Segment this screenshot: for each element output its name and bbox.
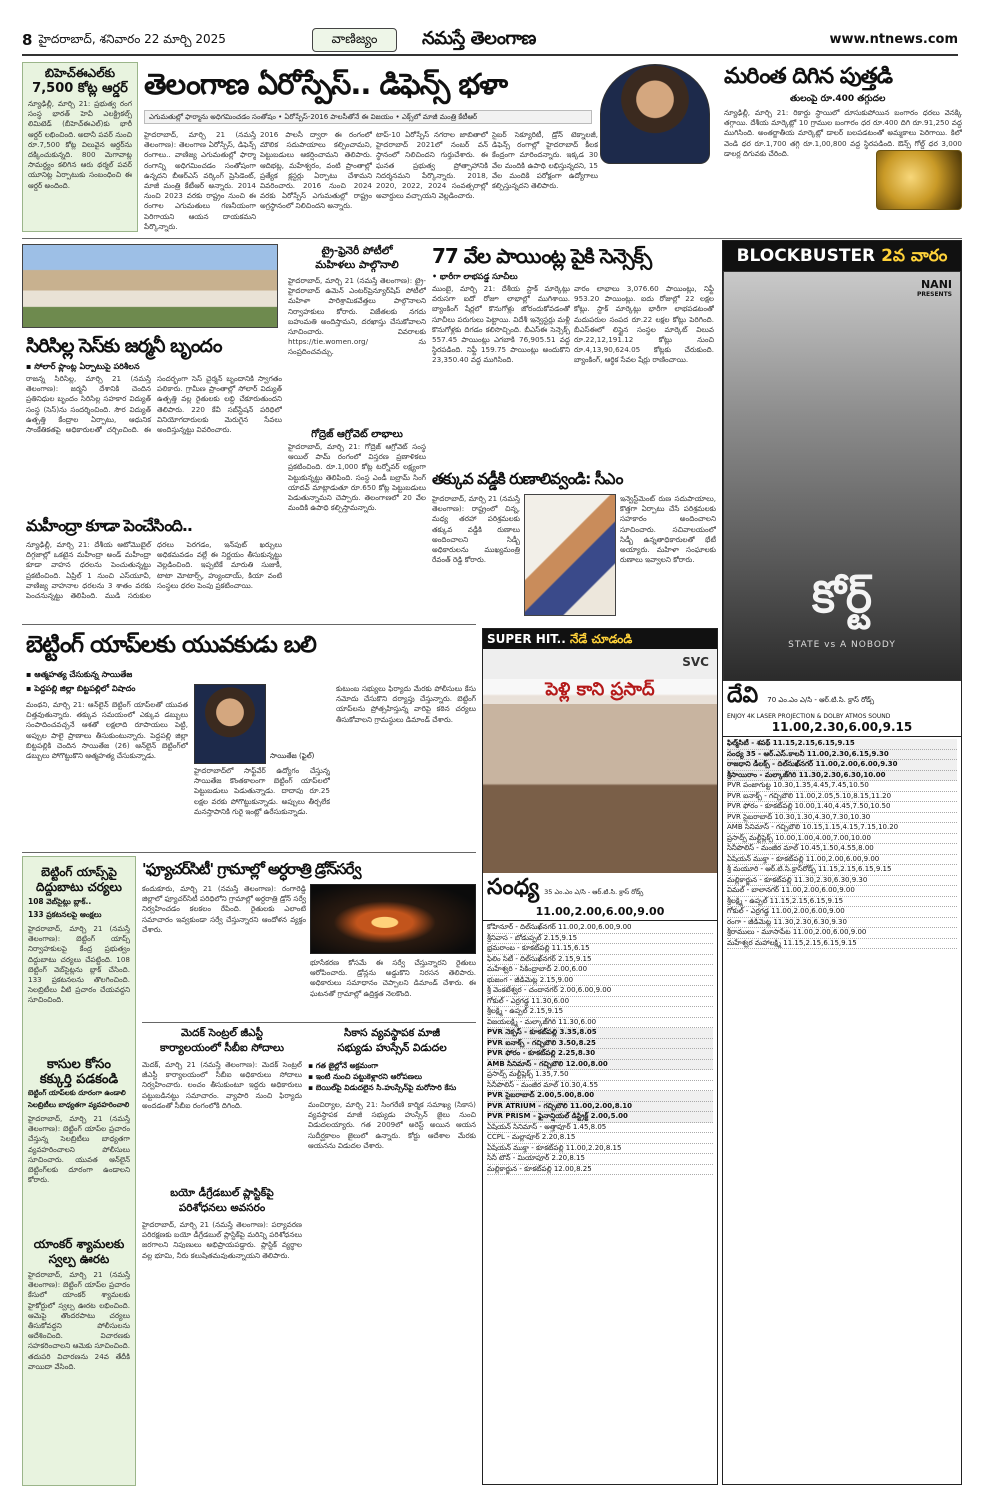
betting-headline: బెట్టింగ్ యాప్‌లకు యువకుడు బలి: [26, 632, 316, 658]
pelli-listing-row: భ్రమరాంబ - కూకట్‌పల్లి 11.15,6.15: [487, 944, 713, 955]
cm-meeting-photo: [524, 494, 616, 616]
court-listing-row: మహేశ్వర మహాలక్ష్మి 11.15,2.15,6.15,9.15: [727, 939, 957, 950]
pelli-listing-row: PVR ఫోరం - కూకట్‌పల్లి 2.25,8.30: [487, 1049, 713, 1060]
godrej-body: హైదరాబాద్, మార్చి 21: గోద్రెజ్ ఆగ్రోవెట్ సంస్థ ఆయిల్ పామ్ రంగంలో విస్తరణ ప్రణాళికలు ప్రకటించింది. రూ.1,000 కోట్ల టర్నోవర్ లక్ష్యంగా పెట్టుకున్నట్టు తెలిపింది. సంస్థ ఎండీ బల్రామ్ సింగ్ యాదవ్ మాట్లాడుతూ రూ.650 కోట్ల పెట్టుబడులు పెడుతున్నామని చెప్పారు. తెలంగాణలో 20 వేల మందికి ఉపాధి కల్పిస్తామన్నారు.: [288, 442, 426, 513]
sikasa-deck2-text: ఇంటి నుంచి పట్టుకెళ్లారని ఆరోపణలు: [315, 1072, 422, 1081]
pelli-listing-row: PVR ATRIUM - గచ్చిబౌలి 11.00,2.00,8.10: [487, 1102, 713, 1113]
gold-headline: మరింత దిగిన పుత్తడి: [724, 64, 893, 89]
ad-court-poster: [723, 271, 961, 681]
masthead: [22, 26, 958, 56]
pelli-listing-row: భుజంగ - జీడిమెట్ల 2.15,9.00: [487, 976, 713, 987]
sidebar-anchor-head1: యాంకర్ శ్యామలకు: [33, 1237, 125, 1251]
ad-court-brand-name: NANI: [920, 278, 952, 291]
court-listing-row: ఫిల్మ్‌సిటీ - శపథ్ 11.15,2.15,6.15,9.15: [727, 739, 957, 750]
gold-jewellery-image: [876, 150, 962, 210]
court-listing-row: ఏషియన్ ముక్తా - కూకట్‌పల్లి 11.00,2.00,6.00,9.00: [727, 855, 957, 866]
website-link[interactable]: www.ntnews.com: [829, 32, 958, 47]
sikasa-decks: [308, 1060, 476, 1093]
court-listing-row: PVR సైబరాబాద్ 10.30,1.30,4.30,7.30,10.30: [727, 813, 957, 824]
cm-body-col1: హైదరాబాద్, మార్చి 21 (నమస్తే తెలంగాణ): రాష్ట్రంలో చిన్న, మధ్య తరహా పరిశ్రమలకు తక్కువ వడ్డీకి రుణాలు అందించాలని సిడ్బీ అధికారులను ముఖ్యమంత్రి రేవంత్ రెడ్డి కోరారు.: [432, 494, 520, 565]
sensex-body-col1: ముంబై, మార్చి 21: దేశీయ స్టాక్ మార్కెట్లు వరుసగా ఐదో రోజూ లాభాల్లో ముగిశాయి. బ్యాంకింగ్ షేర్లలో కొనుగోళ్లు జోరందుకోవడంతో సూచీలు పరుగులు పెట్టాయి. విదేశీ ఇన్వెస్టర్లు మళ్లీ కొనుగోళ్లకు దిగడం కలిసొచ్చింది. బీఎస్ఈ సెన్సెక్స్ 557.45 పాయింట్లు ఎగబాకి 76,905.51 వద్ద స్థిరపడింది. నిఫ్టీ 159.75 పాయింట్లు అందుకొని 23,350.40 వద్ద ముగిసింది.: [432, 284, 570, 365]
pelli-listing-row: శ్రీనివాస - బోడుప్పల్ 2.15,9.15: [487, 934, 713, 945]
sikasa-deck3-text: బెయిల్‌పై విడుదలైన సి.హుస్సేన్‌పై మరోసారి కేసు: [315, 1083, 457, 1092]
ad-pelli-title: పెళ్లి కాని ప్రసాద్: [483, 679, 717, 704]
pelli-listing-row: సినీ టౌన్ - మియాపూర్ 2.20,8.15: [487, 1154, 713, 1165]
sensex-deck-text: భారీగా లాభపడ్డ సూచీలు: [439, 272, 518, 281]
pelli-listing-row: శ్రీలక్ష్మి - ఉప్పల్ 2.15,9.15: [487, 1007, 713, 1018]
ad-court-banner-text: BLOCKBUSTER: [736, 246, 876, 266]
pelli-listing-row: గోకుల్ - ఎర్రగడ్డ 11.30,6.00: [487, 997, 713, 1008]
court-listing-row: సినీపొలిస్ - మంజీర మాల్ 10.45,1.50,4.55,8.00: [727, 844, 957, 855]
pelli-listing-row: PVR ఐనాక్స్ - గచ్చిబౌలి 3.50,8.25: [487, 1039, 713, 1050]
ad-court: [722, 240, 962, 1485]
pelli-listing-row: మల్లికార్జున - కూకట్‌పల్లి 12.00,8.25: [487, 1165, 713, 1176]
court-listing-row: PVR ఐనాక్స్ - గచ్చిబౌలి 11.00,2.05,5.10,8.15,11.20: [727, 792, 957, 803]
ad-pelli-showtimes: 11.00,2.00,6.00,9.00: [535, 905, 665, 918]
women-headline-line1: ట్రై-ఫ్రెనెరీ పోటీలో: [321, 245, 393, 257]
ad-pelli-poster: [483, 649, 717, 873]
pelli-listing-row: ప్రసాద్స్ మల్టీప్లెక్స్ 1.35,7.50: [487, 1070, 713, 1081]
ad-court-title: కోర్ట్: [811, 572, 873, 623]
betting-deck2-text: పెద్దపల్లి జిల్లా బిట్టపల్లిలో విషాదం: [34, 684, 136, 693]
sidebar-betting-deck2: 133 ప్రకటనలపై ఆంక్షలు: [28, 910, 102, 919]
ad-pelli: [482, 628, 718, 1485]
pelli-listing-row: ఏషియన్ ముక్తా - కూకట్‌పల్లి 11.00,2.20,8.15: [487, 1144, 713, 1155]
gold-subhead: తులంపై రూ.400 తగ్గుదల: [790, 94, 886, 104]
sidebar-kasula-body: హైదరాబాద్, మార్చి 21 (నమస్తే తెలంగాణ): బెట్టింగ్ యాప్‌ల ప్రచారం చేస్తున్న సెలబ్రిటీలు బాధ్యతగా వ్యవహరించాలని పోలీసులు సూచించారు. యువత ఆన్‌లైన్ బెట్టింగ్‌లకు దూరంగా ఉండాలని కోరారు.: [28, 1114, 130, 1185]
drone-body-col2: భూసేకరణ కోసమే ఈ సర్వే చేస్తున్నారని రైతులు ఆరోపించారు. డ్రోన్లను అడ్డుకొని నిరసన తెలిపారు. అధికారులు సమాధానం చెప్పాలని డిమాండ్ చేశారు. ఈ ఘటనతో గ్రామాల్లో ఉద్రిక్తత నెలకొంది.: [310, 958, 476, 998]
drone-photo: [310, 884, 476, 954]
court-listing-row: మల్లికార్జున - కూకట్‌పల్లి 11.30,2.30,6.30,9.30: [727, 876, 957, 887]
ad-pelli-venue: సంధ్య: [487, 875, 540, 900]
sikasa-deck2: ▪ ఇంటి నుంచి పట్టుకెళ్లారని ఆరోపణలు: [308, 1072, 422, 1081]
lead-body-col1: హైదరాబాద్, మార్చి 21 (నమస్తే తెలంగాణ): తెలంగాణ ఏరోస్పేస్, డిఫెన్స్ రంగాలు.. వాణిజ్య ఎగుమతుల్లో ఫార్మా రంగాన్ని అధిగమించడం సంతోషంగా ఉన్నదని బీఆర్ఎస్ వర్కింగ్ ప్రెసిడెంట్, మాజీ మంత్రి కేటీఆర్ అన్నారు. 2014 నుంచి 2023 వరకు రాష్ట్రం నుంచి ఈ రంగాల ఎగుమతులు గణనీయంగా పెరిగాయని ఆయన దాయకమని పేర్కొన్నారు.: [144, 130, 256, 231]
ad-court-venue-features: ENJOY 4K LASER PROJECTION & DOLBY ATMOS SOUND: [727, 713, 891, 720]
sidebar-kasula-deck2: సెలబ్రిటీలు బాధ్యతగా వ్యవహరించాలి: [28, 1101, 130, 1109]
sikasa-body: మంచిర్యాల, మార్చి 21: సింగరేణి కార్మిక సమాఖ్య (సికాస) వ్యవస్థాపక మాజీ సభ్యుడు హుస్సేన్ జైలు నుంచి విడుదలయ్యారు. గత 2009లో అరెస్ట్ అయిన ఆయన సుదీర్ఘకాలం జైలులో ఉన్నారు. కోర్టు ఆదేశాల మేరకు ఆయనను విడుదల చేశారు.: [308, 1100, 476, 1150]
court-listing-row: శ్రీసాయిరాం - మల్కాజ్‌గిరి 11.30,2.30,6.30,10.00: [727, 771, 957, 782]
sikasa-headline: [308, 1026, 476, 1056]
sircilla-headline: సిరిసిల్ల సెస్‌కు జర్మనీ బృందం: [26, 335, 222, 357]
sidebar-betting-body: హైదరాబాద్, మార్చి 21 (నమస్తే తెలంగాణ): బెట్టింగ్ యాప్స్ నిర్వాహకులపై కేంద్ర ప్రభుత్వం దిద్దుబాటు చర్యలు చేపట్టింది. 108 బెట్టింగ్ వెబ్‌సైట్లను బ్లాక్ చేసింది. 133 ప్రకటనలను తొలగించింది. సెలబ్రిటీలు వీటి ప్రచారం చేయవద్దని సూచించింది.: [28, 924, 130, 1005]
ad-court-venue-info: 70 ఎం.ఎం ఎ/సి - ఆర్.టి.సి. క్రాస్ రోడ్స్: [767, 696, 875, 704]
pelli-listing-row: PVR PRISM - ఫైనాన్షియల్ డిస్ట్రిక్ట్ 2.00,5.00: [487, 1112, 713, 1123]
sensex-body-col2: వారం లాభాలు 3,076.60 పాయింట్లు, నిఫ్టీ 953.20 పాయింట్లు. ఐదు రోజుల్లో 22 లక్షల కోట్లు. స్టాక్ మార్కెట్లు భారీగా లాభపడటంతో మదుపరుల సంపద రూ.22 లక్షల కోట్లు పెరిగింది. బీఎస్ఈలో లిస్టైన సంస్థల మార్కెట్ విలువ రూ.22,12,191.12 కోట్లు నుంచి రూ.4,13,90,624.05 కోట్లకు చేరుకుంది. బ్యాంకింగ్, ఆర్థిక సేవల షేర్లు రాణించాయి.: [574, 284, 714, 365]
ad-pelli-venue-block: [483, 873, 717, 921]
pelli-listing-row: సినీపొలిస్ - మంజీర మాల్ 10.30,4.55: [487, 1081, 713, 1092]
page-number: 8: [22, 31, 33, 49]
court-listing-row: శ్రీరాములు - మూసాపేట 11.00,2.00,6.00,9.00: [727, 928, 957, 939]
betting-deck1-text: ఆత్మహత్య చేసుకున్న సాయితేజ: [34, 670, 133, 679]
women-headline-line2: మహిళలు పాల్గొనాలి: [315, 259, 399, 271]
sensex-headline: 77 వేల పాయింట్ల పైకి సెన్సెక్స్: [432, 244, 652, 268]
sidebar-bhel-head2: 7,500 కోట్ల ఆర్డర్: [32, 81, 128, 96]
ad-court-tagline: STATE vs A NOBODY: [788, 640, 896, 650]
sikasa-deck1: ▪ గత జైల్లోనే అక్రమంగా: [308, 1061, 379, 1070]
dateline: హైదరాబాద్, శనివారం 22 మార్చి 2025: [38, 31, 226, 46]
pelli-listing-row: PVR సైబరాబాద్ 2.00,5.00,8.00: [487, 1091, 713, 1102]
sircilla-body: రాజన్న సిరిసిల్ల, మార్చి 21 (నమస్తే తెలంగాణ): జర్మనీ దేశానికి చెందిన ప్రతినిధుల బృందం సిరిసిల్ల సహకార విద్యుత్ సంస్థ (సెస్)ను సందర్శించింది. సౌర విద్యుత్ ఉత్పత్తి కేంద్రాల ఏర్పాటు, ఆధునిక సాంకేతికతపై అధికారులతో చర్చించింది. ఈ సందర్భంగా సెస్ చైర్మన్ బృందానికి స్వాగతం పలికారు. గ్రామీణ ప్రాంతాల్లో సోలార్ విద్యుత్ ఉత్పత్తి వల్ల రైతులకు లబ్ధి చేకూరుతుందని తెలిపారు. 220 కేవీ సబ్‌స్టేషన్ పరిధిలో వినియోగదారులకు మెరుగైన సేవలు అందిస్తున్నట్టు వివరించారు.: [26, 374, 282, 435]
ktr-photo: [600, 64, 710, 164]
ad-pelli-listings: [483, 921, 717, 1481]
lead-body-col3: టాప్-10 ఏరోస్పేస్ నగరాల జాబితాలో హైదరాబాద్ 2021లో నంబర్ వన్ స్థానంలో నిలిచిందని గుర్తుచేశారు. ఈ ఘనత ప్రభుత్వ ప్రోత్సాహానికి నిదర్శనమని పేర్కొన్నారు. 2018, 2020, 2022, 2024 సంవత్సరాల్లో అవార్డులు వచ్చాయని వెల్లడించారు.: [376, 130, 488, 201]
lead-headline: తెలంగాణ ఏరోస్పేస్.. డిఫెన్స్ భళా: [144, 67, 508, 101]
ad-pelli-banner-left: SUPER HIT..: [487, 632, 566, 646]
sensex-deck: • భారీగా లాభపడ్డ సూచీలు: [432, 272, 518, 281]
pelli-listing-row: మహేశ్వరి - సికింద్రాబాద్ 2.00,6.00: [487, 965, 713, 976]
court-listing-row: శ్రీ మయూరి - ఆర్.టి.సి.క్రాస్‌రోడ్స్ 11.15,2.15,6.15,9.15: [727, 865, 957, 876]
plastic-headline-line2: పరిశోధనలు అవసరం: [178, 1202, 266, 1214]
cm-headline: తక్కువ వడ్డీకి రుణాలివ్వండి: సీఎం: [432, 470, 623, 488]
ad-pelli-studio: SVC: [682, 655, 709, 669]
ad-court-listings: [723, 737, 961, 1477]
lead-body-col2: 2016 పాలసీ ద్వారా ఈ రంగంలో మౌలిక సదుపాయాలు కల్పించామని, పెట్టుబడులు ఆకర్షించామని తెలిపారు. ఆదిభట్ల, మహేశ్వరం, వంటి ప్రాంతాల్లో ప్రత్యేక క్లస్టర్లు ఏర్పాటు చేశామని వివరించారు. 2016 నుంచి 2024 వరకు ఏరోస్పేస్ ఎగుమతుల్లో రాష్ట్రం అగ్రస్థానంలో నిలిచిందని అన్నారు.: [260, 130, 372, 211]
pelli-listing-row: AMB సినిమాస్ - గచ్చిబౌలి 12.00,8.00: [487, 1060, 713, 1071]
women-headline: [288, 244, 426, 272]
ad-court-venue-block: [723, 681, 961, 737]
ad-court-showtimes: 11.00,2.30,6.00,9.15: [771, 720, 913, 734]
ad-pelli-banner-mid: నేడే చూడండి: [569, 632, 633, 646]
ad-pelli-banner: [483, 629, 717, 649]
sikasa-headline-line2: సభ్యుడు హుస్సేన్ విడుదల: [337, 1042, 447, 1054]
mahindra-body: న్యూఢిల్లీ, మార్చి 21: దేశీయ ఆటోమొబైల్ దిగ్గజాల్లో ఒకటైన మహీంద్రా అండ్ మహీంద్రా కూడా వాహన ధరలను పెంచుతున్నట్టు ప్రకటించింది. ఏప్రిల్ 1 నుంచి ఎస్‌యూవీ, వాణిజ్య వాహనాల ధరలను 3 శాతం వరకు పెంచనున్నట్టు తెలిపింది. ముడి సరుకుల ధరలు పెరగడం, ఇన్‌పుట్ ఖర్చులు అధికమవడం వల్లే ఈ నిర్ణయం తీసుకున్నట్టు వెల్లడించింది. ఇప్పటికే మారుతి సుజుకీ, టాటా మోటార్స్, హ్యుందాయ్, కియా వంటి సంస్థలు ధరల పెంపు ప్రకటించాయి.: [26, 540, 282, 601]
sidebar-bhel-head1: బిహెచ్‌ఈఎల్‌కు: [44, 66, 116, 80]
sidebar-anchor-head2: స్వల్ప ఊరట: [48, 1252, 110, 1266]
court-listing-row: రంగా - జీడిమెట్ల 11.30,2.30,6.30,9.30: [727, 918, 957, 929]
sikasa-deck1-text: గత జైల్లోనే అక్రమంగా: [315, 1061, 379, 1070]
pelli-listing-row: కోహినూర్ - దిల్‌సుఖ్‌నగర్ 11.00,2.00,6.00,9.00: [487, 923, 713, 934]
ad-court-week: 2వ వారం: [881, 246, 948, 266]
mahindra-headline: మహీంద్రా కూడా పెంచేసింది..: [26, 516, 192, 535]
lead-deck: ఎగుమతుల్లో ఫార్మాను అధిగమించడం సంతోషం • ఏరోస్పేస్-2016 పాలసీతోనే ఈ విజయం • ఎక్స్‌లో మాజీ మంత్రి కేటీఆర్: [144, 110, 592, 124]
divider-top: [22, 238, 962, 239]
ad-pelli-venue-info: 35 ఎం.ఎం ఎ/సి - ఆర్.టి.సి. క్రాస్ రోడ్స్: [544, 888, 644, 896]
court-listing-row: సంధ్య 35 - ఆర్.ఎస్.కాలనీ 11.00,2.30,6.15,9.30: [727, 750, 957, 761]
court-listing-row: విమల్ - బాలానగర్ 11.00,2.00,6.00,9.00: [727, 886, 957, 897]
medak-headline-line1: మెదక్ సెంట్రల్ జీఎస్టీ: [180, 1027, 264, 1039]
pelli-listing-row: శ్రీ వెంకటేశ్వర - చందానగర్ 2.00,6.00,9.00: [487, 986, 713, 997]
germany-delegation-photo: [22, 244, 278, 328]
plastic-headline: [142, 1186, 302, 1216]
sidebar-kasula-head1: కాసుల కోసం: [47, 1057, 111, 1072]
gold-body: న్యూఢిల్లీ, మార్చి 21: రికార్డు స్థాయిలో దూసుకుపోయిన బంగారం ధరలు వెనక్కి తగ్గాయి. దేశీయ మార్కెట్లో 10 గ్రాముల బంగారం ధర రూ.400 దిగి రూ.91,250 వద్ద ముగిసింది. అంతర్జాతీయ మార్కెట్లో డాలర్ బలపడటంతో అమ్మకాలు పెరిగాయి. కిలో వెండి ధర రూ.1,700 తగ్గి రూ.1,00,800 వద్ద స్థిరపడింది. ఔన్స్ గోల్డ్ ధర 3,000 డాలర్ల దిగువకు చేరింది.: [724, 108, 962, 158]
court-listing-row: AMB సినిమాస్ - గచ్చిబౌలి 10.15,1.15,4.15,7.15,10.20: [727, 823, 957, 834]
sidebar-lower: [22, 856, 136, 1486]
betting-body-col2: హైదరాబాద్‌లో సాఫ్ట్‌వేర్ ఉద్యోగం చేస్తున్న సాయితేజ కొంతకాలంగా బెట్టింగ్ యాప్‌లలో పెట్టుబడులు పెడుతున్నాడు. దాదాపు రూ.25 లక్షల వరకు పోగొట్టుకున్నాడు. అప్పులు తీర్చలేక మనస్తాపానికి గురై ఇంట్లో ఉరేసుకున్నాడు.: [194, 766, 330, 816]
sidebar-betting-head1: బెట్టింగ్ యాప్స్‌పై: [41, 865, 117, 879]
women-body: హైదరాబాద్, మార్చి 21 (నమస్తే తెలంగాణ): ట్రై-హైదరాబాద్ ఉమెన్ ఎంటర్‌ప్రెన్యూర్‌షిప్ పోటీలో మహిళా పారిశ్రామికవేత్తలు పాల్గొనాలని నిర్వాహకులు కోరారు. విజేతలకు నగదు బహుమతి అందిస్తామని, దరఖాస్తు చేసుకోవాలని సూచించారు. వివరాలకు https://tie.women.org/ ను సంప్రదించవచ్చు.: [288, 276, 426, 357]
plastic-body: హైదరాబాద్, మార్చి 21 (నమస్తే తెలంగాణ): పర్యావరణ పరిరక్షణకు బయో డీగ్రేడబుల్ ప్లాస్టిక్‌పై మరిన్ని పరిశోధనలు జరగాలని నిపుణులు అభిప్రాయపడ్డారు. ప్లాస్టిక్ వ్యర్థాల వల్ల భూమి, నీరు కలుషితమవుతున్నాయని తెలిపారు.: [142, 1220, 302, 1260]
medak-body: మెదక్, మార్చి 21 (నమస్తే తెలంగాణ): మెదక్ సెంట్రల్ జీఎస్టీ కార్యాలయంలో సీబీఐ అధికారులు సోదాలు నిర్వహించారు. లంచం తీసుకుంటూ ఇద్దరు అధికారులు పట్టుబడినట్టు సమాచారం. వ్యాపారి నుంచి ఫిర్యాదు అందడంతో సీబీఐ రంగంలోకి దిగింది.: [142, 1060, 302, 1110]
ad-court-banner: [723, 241, 961, 271]
court-listing-row: ప్రసాద్స్ మల్టీప్లెక్స్ 10.00,1.00,4.00,7.00,10.00: [727, 834, 957, 845]
saiteja-photo: [194, 684, 266, 764]
ad-court-brand: [917, 278, 952, 298]
sircilla-deck-text: సోలార్ ప్లాంట్ల ఏర్పాటుపై పరిశీలన: [34, 362, 140, 371]
betting-deck1: ▪ ఆత్మహత్య చేసుకున్న సాయితేజ: [26, 670, 133, 679]
court-listing-row: గోకుల్ - ఎర్రగడ్డ 11.00,2.00,6.00,9.00: [727, 907, 957, 918]
pelli-listing-row: విజయలక్ష్మి - మల్కాజ్‌గిరి 11.30,6.00: [487, 1018, 713, 1029]
divider-lower: [22, 852, 476, 853]
ad-court-venue: దేవి: [727, 683, 759, 708]
court-listing-row: PVR పంజాగుట్ట 10.30,1.35,4.45,7.45,10.50: [727, 781, 957, 792]
lead-body-col4: సైబర్ సెక్యూరిటీ, డ్రోన్ టెక్నాలజీ, డిఫెన్స్ రంగాల్లో హైదరాబాద్ కీలక కేంద్రంగా మారిందన్నారు. ఇక్కడ 30 వేల మందికి ఉపాధి లభిస్తున్నదని, 15 వేల మందికి పరోక్షంగా ఉద్యోగాలు కల్పిస్తున్నదని తెలిపారు.: [492, 130, 598, 191]
pelli-listing-row: ఫిలిం సిటీ - దిల్‌సుఖ్‌నగర్ 2.15,9.15: [487, 955, 713, 966]
divider-mid: [22, 624, 476, 625]
betting-deck2: ▪ పెద్దపల్లి జిల్లా బిట్టపల్లిలో విషాదం: [26, 684, 136, 693]
betting-body-col1: మంథని, మార్చి 21: ఆన్‌లైన్ బెట్టింగ్ యాప్‌లతో యువత చిత్తవుతున్నారు. తక్కువ సమయంలో ఎక్కువ డబ్బులు సంపాదించవచ్చనే ఆశతో లక్షలాది రూపాయలు పెట్టి, అప్పుల పాలై ప్రాణాలు తీసుకుంటున్నారు. పెద్దపల్లి జిల్లా బిట్టపల్లికి చెందిన సాయితేజ (26) ఆన్‌లైన్ బెట్టింగ్‌లో డబ్బులు పోగొట్టుకొని ఆత్మహత్య చేసుకున్నాడు.: [26, 700, 188, 761]
court-listing-row: శ్రీలక్ష్మి - ఉప్పల్ 11.15,2.15,6.15,9.15: [727, 897, 957, 908]
saiteja-caption: సాయితేజ (ఫైల్): [270, 752, 315, 760]
medak-headline: [142, 1026, 302, 1056]
sidebar-betting-head2: దిద్దుబాటు చర్యలు: [36, 880, 122, 894]
paper-name: నమస్తే తెలంగాణ: [422, 28, 536, 49]
sircilla-deck: ▪ సోలార్ ప్లాంట్ల ఏర్పాటుపై పరిశీలన: [26, 362, 140, 371]
sikasa-headline-line1: సికాస వ్యవస్థాపక మాజీ: [343, 1027, 441, 1039]
betting-body-col3: కుటుంబ సభ్యులు ఫిర్యాదు మేరకు పోలీసులు కేసు నమోదు చేసుకొని దర్యాప్తు చేస్తున్నారు. బెట్టింగ్ యాప్‌లను ప్రోత్సహిస్తున్న వారిపై కఠిన చర్యలు తీసుకోవాలని గ్రామస్థులు డిమాండ్ చేశారు.: [336, 684, 476, 724]
sidebar-bhel: [22, 62, 138, 232]
sidebar-kasula-deck1: బెట్టింగ్ యాప్‌లకు దూరంగా ఉండాలి: [28, 1089, 126, 1097]
sidebar-kasula-head2: కక్కుర్తి పడకండి: [39, 1072, 119, 1087]
sidebar-anchor-body: హైదరాబాద్, మార్చి 21 (నమస్తే తెలంగాణ): బెట్టింగ్ యాప్‌ల ప్రచారం కేసులో యాంకర్ శ్యామలకు హైకోర్టులో స్వల్ప ఊరట లభించింది. ఆమెపై తొందరపాటు చర్యలు తీసుకోవద్దని పోలీసులను ఆదేశించింది. విచారణకు సహకరించాలని ఆమెకు సూచించింది. తదుపరి విచారణను 24వ తేదీకి వాయిదా వేసింది.: [28, 1270, 130, 1371]
court-listing-row: రాజధాని డీలక్స్ - దిల్‌సుఖ్‌నగర్ 11.00,2.00,6.00,9.30: [727, 760, 957, 771]
sidebar-bhel-body: న్యూఢిల్లీ, మార్చి 21: ప్రభుత్వ రంగ సంస్థ భారత్ హెవీ ఎలక్ట్రికల్స్ లిమిటెడ్ (బీహెచ్ఈఎల్)కు భారీ ఆర్డర్ లభించింది. అదానీ పవర్ నుంచి రూ.7,500 కోట్ల విలువైన ఆర్డర్‌ను దక్కించుకున్నది. 800 మెగావాట్ల సామర్థ్యం కలిగిన ఆరు థర్మల్ పవర్ యూనిట్ల ఏర్పాటుకు సంబంధించి ఈ ఆర్డర్ అందింది.: [28, 99, 132, 190]
sikasa-deck3: ▪ బెయిల్‌పై విడుదలైన సి.హుస్సేన్‌పై మరోసారి కేసు: [308, 1083, 457, 1092]
plastic-headline-line1: బయో డీగ్రేడబుల్ ప్లాస్టిక్‌పై: [170, 1187, 274, 1199]
ad-court-brand-sub: PRESENTS: [917, 291, 952, 298]
pelli-listing-row: PVR నెక్సస్ - కూకట్‌పల్లి 3.35,8.05: [487, 1028, 713, 1039]
divider-bottom: [142, 1022, 476, 1023]
pelli-listing-row: ఏషియన్ సినిమాస్ - అత్తాపూర్ 1.45,8.05: [487, 1123, 713, 1134]
court-listing-row: PVR ఫోరం - కూకట్‌పల్లి 10.00,1.40,4.45,7.50,10.50: [727, 802, 957, 813]
drone-headline: 'ఫ్యూచర్‌సిటీ' గ్రామాల్లో అర్ధరాత్రి డ్రోన్‌సర్వే: [142, 860, 361, 878]
pelli-listing-row: CCPL - మల్లాపూర్ 2.20,8.15: [487, 1133, 713, 1144]
cm-body-col2: ఇన్వెస్ట్‌మెంట్ రుణ సదుపాయాలు, కొత్తగా ఏర్పాటు చేసే పరిశ్రమలకు సహకారం అందించాలని సూచించారు. సచివాలయంలో సిడ్బీ ఉన్నతాధికారులతో భేటీ అయ్యారు. మహిళా సంఘాలకు రుణాలు ఇవ్వాలని కోరారు.: [620, 494, 716, 565]
drone-body-col1: కందుకూరు, మార్చి 21 (నమస్తే తెలంగాణ): రంగారెడ్డి జిల్లాలో ఫ్యూచర్‌సిటీ పరిధిలోని గ్రామాల్లో అర్ధరాత్రి డ్రోన్ సర్వే నిర్వహించడం కలకలం రేపింది. రైతులకు ఎలాంటి సమాచారం ఇవ్వకుండా సర్వే చేస్తున్నారని ఆందోళన వ్యక్తం చేశారు.: [142, 884, 306, 934]
godrej-headline: గోద్రెజ్ ఆగ్రోవెట్ లాభాలు: [311, 429, 403, 440]
section-tab: వాణిజ్యం: [312, 28, 397, 52]
medak-headline-line2: కార్యాలయంలో సీబీఐ సోదాలు: [160, 1042, 284, 1054]
sidebar-betting-deck1: 108 వెబ్‌సైట్లు బ్లాక్..: [28, 897, 92, 906]
